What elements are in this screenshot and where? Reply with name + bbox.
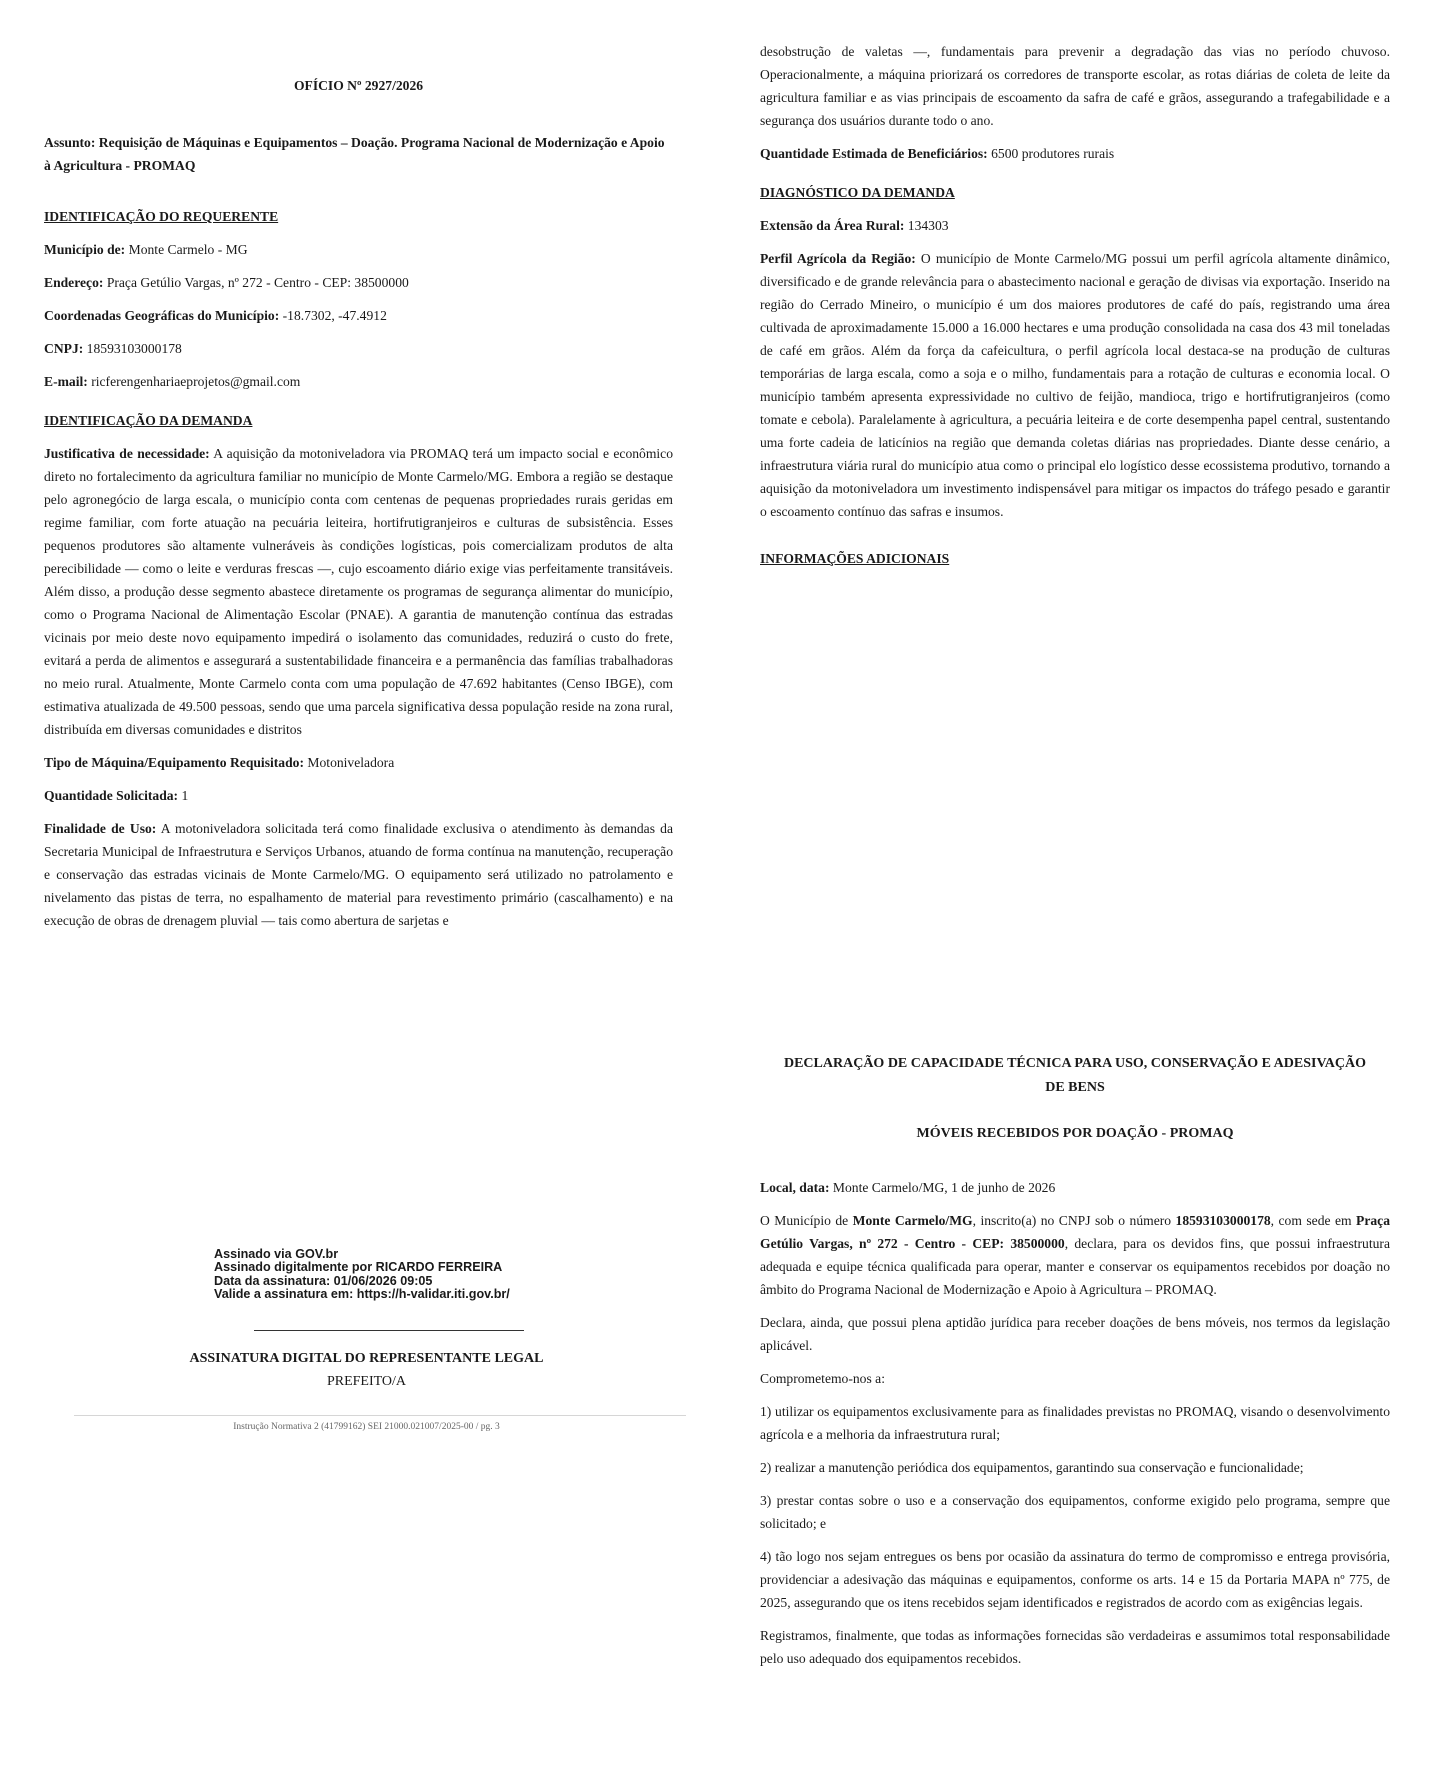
field-municipio: Município de: Monte Carmelo - MG <box>44 242 248 257</box>
declaracao-final: Registramos, finalmente, que todas as informações fornecidas são verdadeiras e assumimos total responsabilidade pelo uso adequado dos equipamentos recebidos. <box>760 1628 1390 1666</box>
signature-role: PREFEITO/A <box>326 1373 407 1389</box>
declaracao-item-2: 2) realizar a manutenção periódica dos equipamentos, garantindo sua conservação e funcionalidade; <box>760 1460 1304 1475</box>
field-tipo-maquina: Tipo de Máquina/Equipamento Requisitado: Motoniveladora <box>44 755 395 770</box>
section-adicionais-heading: INFORMAÇÕES ADICIONAIS <box>760 551 950 566</box>
section-demanda-heading: IDENTIFICAÇÃO DA DEMANDA <box>44 413 253 428</box>
signature-block <box>44 1248 724 1434</box>
field-extensao: Extensão da Área Rural: 134303 <box>760 218 949 233</box>
declaracao-item-4: 4) tão logo nos sejam entregues os bens por ocasião da assinatura do termo de compromisso e entrega provisória, providenciar a adesivação das máquinas e equipamentos, conforme os arts. 14 e 15 da Portaria MAPA nº 775, de 2025, assegurando que os itens recebidos sejam identificados e registrados de acordo com as exigências legais. <box>760 1549 1390 1610</box>
field-finalidade: Finalidade de Uso: A motoniveladora solicitada terá como finalidade exclusiva o atendimento às demandas da Secretaria Municipal de Infraestrutura e Serviços Urbanos, atuando de forma contínua na manutenção, recuperação e conservação das estradas vicinais de Monte Carmelo/MG. O equipamento será utilizado no patrolamento e nivelamento das pistas de terra, no espalhamento de material para revestimento primário (cascalhamento) e na execução de obras de drenagem pluvial — tais como abertura de sarjetas e <box>44 821 674 928</box>
finalidade-continued: desobstrução de valetas —, fundamentais para prevenir a degradação das vias no período chuvoso. Operacionalmente, a máquina priorizará os corredores de transporte escolar, as rotas diárias de coleta de leite da agricultura familiar e as vias principais de escoamento da safra de café e grãos, assegurando a trafegabilidade e a segurança dos usuários durante todo o ano. <box>760 44 1390 128</box>
declaracao-item-1: 1) utilizar os equipamentos exclusivamente para as finalidades previstas no PROMAQ, visando o desenvolvimento agrícola e a melhoria da infraestrutura rural; <box>760 1404 1390 1442</box>
field-justificativa: Justificativa de necessidade: A aquisição da motoniveladora via PROMAQ terá um impacto social e econômico direto no fortalecimento da agricultura familiar no município de Monte Carmelo/MG. Embora a região se destaque pelo agronegócio de larga escala, o município conta com centenas de pequenas propriedades rurais geridas em regime familiar, com forte atuação na pecuária leiteira, hortifrutigranjeiros e culturas de subsistência. Esses pequenos produtores são altamente vulneráveis às condições logísticas, pois comercializam produtos de alta perecibilidade — como o leite e verduras frescas —, cujo escoamento diário exige vias perfeitamente transitáveis. Além disso, a produção desse segmento abastece diretamente os programas de segurança alimentar do município, como o Programa Nacional de Alimentação Escolar (PNAE). A garantia de manutenção contínua das estradas vicinais por meio deste novo equipamento impedirá o isolamento das comunidades, reduzirá o custo do frete, evitará a perda de alimentos e assegurará a sustentabilidade financeira e a permanência das famílias trabalhadoras no meio rural. Atualmente, Monte Carmelo conta com uma população de 47.692 habitantes (Censo IBGE), com estimativa atualizada de 49.500 pessoas, sendo que uma parcela significativa dessa população reside na zona rural, distribuída em diversas comunidades e distritos <box>44 446 674 737</box>
govbr-signature-stamp: Assinado via GOV.br Assinado digitalmente por RICARDO FERREIRA Data da assinatura: 01/06/2026 09:05 Valide a assinatura em: https://h-validar.iti.gov.br/ <box>214 1248 724 1302</box>
signature-validation-link[interactable]: Valide a assinatura em: https://h-validar.iti.gov.br/ <box>214 1287 510 1302</box>
signature-title: ASSINATURA DIGITAL DO REPRESENTANTE LEGAL <box>189 1350 544 1366</box>
field-perfil-agricola: Perfil Agrícola da Região: O município de Monte Carmelo/MG possui um perfil agrícola altamente dinâmico, diversificado e de grande relevância para o abastecimento nacional e geração de divisas via exportação. Inserido na região do Cerrado Mineiro, o município é um dos maiores produtores de café do país, registrando uma área cultivada de aproximadamente 15.000 a 16.000 hectares e uma produção consolidada na casa dos 43 mil toneladas de café em grãos. Além da força da cafeicultura, o perfil agrícola local destaca-se na produção de culturas temporárias de larga escala, como a soja e o milho, fundamentais para a rotação de culturas e economia local. O município também apresenta expressividade no cultivo de feijão, mandioca, trigo e hortifrutigranjeiros (como tomate e cebola). Paralelamente à agricultura, a pecuária leiteira e de corte desempenha papel central, sustentando uma forte cadeia de laticínios na região que demanda coletas diárias nas propriedades. Diante desse cenário, a infraestrutura viária rural do município atua como o principal elo logístico desse ecossistema produtivo, tornando a aquisição da motoniveladora um investimento indispensável para mitigar os impactos do tráfego pesado e garantir o escoamento contínuo das safras e insumos. <box>760 251 1390 519</box>
field-endereco: Endereço: Praça Getúlio Vargas, nº 272 - Centro - CEP: 38500000 <box>44 275 409 290</box>
declaracao-subtitle: MÓVEIS RECEBIDOS POR DOAÇÃO - PROMAQ <box>916 1126 1234 1141</box>
declaracao-paragraph-2: Declara, ainda, que possui plena aptidão jurídica para receber doações de bens móveis, nos termos da legislação aplicável. <box>760 1315 1390 1353</box>
declaracao-item-3: 3) prestar contas sobre o uso e a conservação dos equipamentos, conforme exigido pelo programa, sempre que solicitado; e <box>760 1493 1390 1531</box>
oficio-title: OFÍCIO Nº 2927/2026 <box>293 78 424 93</box>
declaracao-paragraph-3: Comprometemo-nos a: <box>760 1371 885 1386</box>
declaracao-title: DECLARAÇÃO DE CAPACIDADE TÉCNICA PARA USO, CONSERVAÇÃO E ADESIVAÇÃO DE BENS <box>783 1056 1367 1095</box>
declaracao-page <box>760 1052 1390 1670</box>
field-quantidade: Quantidade Solicitada: 1 <box>44 788 189 803</box>
page-footer: Instrução Normativa 2 (41799162) SEI 21000.021007/2025-00 / pg. 3 <box>233 1421 500 1432</box>
section-diagnostico-heading: DIAGNÓSTICO DA DEMANDA <box>760 185 955 200</box>
footer-divider <box>74 1415 686 1416</box>
field-beneficiarios: Quantidade Estimada de Beneficiários: 6500 produtores rurais <box>760 146 1115 161</box>
oficio-subject: Assunto: Requisição de Máquinas e Equipamentos – Doação. Programa Nacional de Modernização e Apoio à Agricultura - PROMAQ <box>44 135 665 173</box>
field-cnpj: CNPJ: 18593103000178 <box>44 341 182 356</box>
field-email: E-mail: ricferengenhariaeprojetos@gmail.com <box>44 374 301 389</box>
declaracao-local-data: Local, data: Monte Carmelo/MG, 1 de junho de 2026 <box>760 1180 1056 1195</box>
declaracao-paragraph-1: O Município de Monte Carmelo/MG, inscrito(a) no CNPJ sob o número 18593103000178, com sede em Praça Getúlio Vargas, nº 272 - Centro - CEP: 38500000, declara, para os devidos fins, que possui infraestrutura adequada e equipe técnica qualificada para operar, manter e conservar os equipamentos recebidos por doação no âmbito do Programa Nacional de Modernização e Apoio à Agricultura – PROMAQ. <box>760 1213 1390 1297</box>
oficio-page-top-left <box>44 74 673 932</box>
field-coordenadas: Coordenadas Geográficas do Município: -18.7302, -47.4912 <box>44 308 387 323</box>
signature-line <box>254 1330 524 1331</box>
oficio-page-top-right <box>760 40 1390 570</box>
section-requerente-heading: IDENTIFICAÇÃO DO REQUERENTE <box>44 209 279 224</box>
